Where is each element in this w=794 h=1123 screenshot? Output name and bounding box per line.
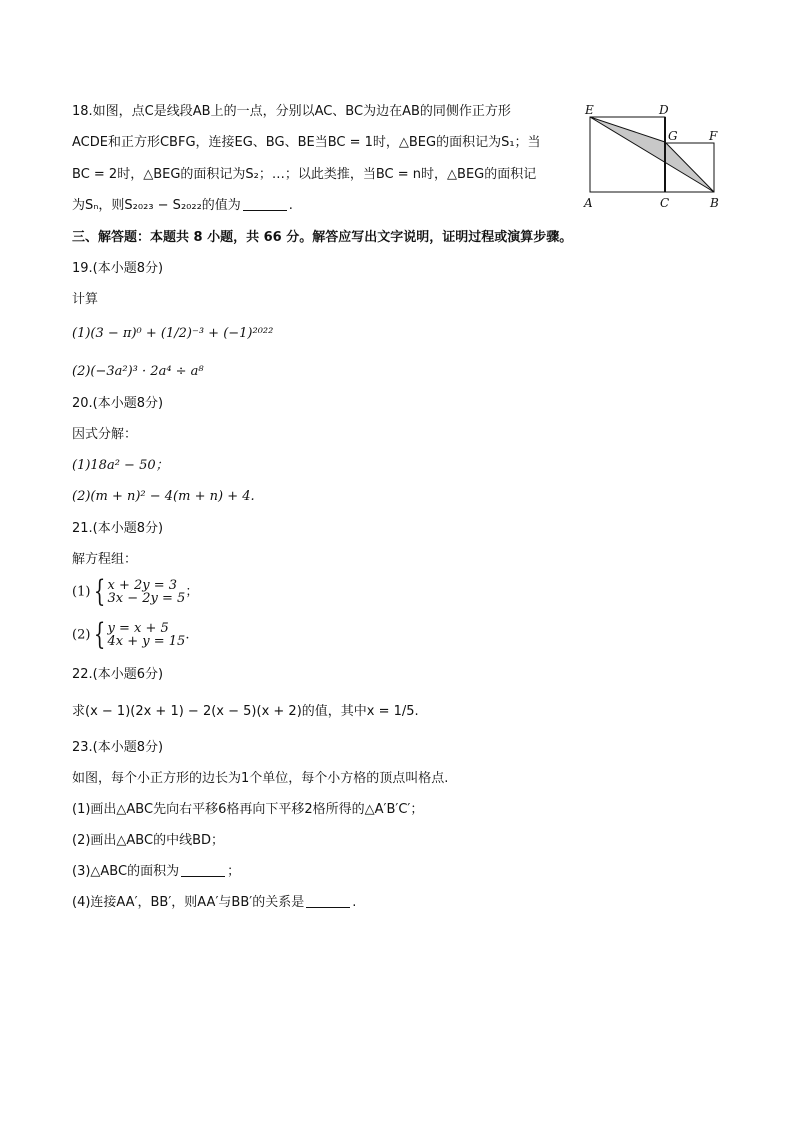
q23-part-4-text: (4)连接AA′，BB′，则AA′与BB′的关系是 <box>72 895 305 910</box>
segment-be <box>590 117 714 192</box>
equation-system-1 <box>108 579 186 605</box>
q21-part-1 <box>72 574 199 609</box>
label-e: E <box>585 103 594 117</box>
q22-heading <box>72 666 163 684</box>
q19-part-2 <box>72 363 204 381</box>
q23-head-text: 23.(本小题8分) <box>72 740 164 755</box>
q18-line-2 <box>72 134 541 152</box>
q22-text <box>72 703 419 721</box>
q20-part-2 <box>72 488 255 506</box>
q20-intro-text: 因式分解： <box>72 427 138 442</box>
answer-blank[interactable] <box>306 895 350 908</box>
q20-part-1 <box>72 457 169 475</box>
q19-intro <box>72 291 98 309</box>
q18-line-3 <box>72 166 536 184</box>
q18-text-1: 18.如图，点C是线段AB上的一点，分别以AC、BC为边在AB的同侧作正方形 <box>72 104 511 119</box>
q23-part-1 <box>72 801 423 819</box>
q23-part-3-text: (3)△ABC的面积为 <box>72 864 180 879</box>
q23-part-4-end: . <box>352 895 357 910</box>
q21-part-2-end: . <box>185 627 190 643</box>
q23-part-4 <box>72 894 356 912</box>
q22-body-text: 求(x − 1)(2x + 1) − 2(x − 5)(x + 2)的值，其中x = 1/5. <box>72 704 419 719</box>
system-1-eq-2: 3x − 2y = 5 <box>107 591 186 606</box>
q20-part-1-text: (1)18a² − 50； <box>72 458 169 473</box>
q23-part-3 <box>72 863 240 881</box>
q23-heading <box>72 739 163 757</box>
q19-intro-text: 计算 <box>72 292 99 307</box>
label-a: A <box>584 196 593 210</box>
q21-part-1-label: (1) <box>72 584 91 600</box>
q21-part-2 <box>72 617 190 652</box>
q23-intro-text: 如图，每个小正方形的边长为1个单位，每个小方格的顶点叫格点. <box>72 771 449 786</box>
q23-intro <box>72 770 448 788</box>
q20-intro <box>72 426 137 444</box>
q18-line-4 <box>72 197 293 215</box>
q21-part-2-label: (2) <box>72 627 91 643</box>
answer-blank[interactable] <box>181 864 225 877</box>
equation-system-2 <box>108 622 186 648</box>
q19-heading <box>72 260 163 278</box>
q18-text-4: 为Sₙ，则S₂₀₂₃ − S₂₀₂₂的值为 <box>72 198 241 213</box>
label-c: C <box>660 196 670 210</box>
q18-text-2: ACDE和正方形CBFG，连接EG、BG、BE当BC = 1时，△BEG的面积记为S₁；当 <box>72 135 541 150</box>
q19-part-2-text: (2)(−3a²)³ · 2a⁴ ÷ a⁸ <box>72 364 204 379</box>
q23-part-1-text: (1)画出△ABC先向右平移6格再向下平移2格所得的△A′B′C′； <box>72 802 424 817</box>
q21-intro-text: 解方程组： <box>72 552 138 567</box>
system-1-eq-1: x + 2y = 3 <box>107 578 178 593</box>
q19-part-1 <box>72 325 273 343</box>
left-brace-icon: { <box>94 574 106 609</box>
system-2-eq-1: y = x + 5 <box>107 621 169 636</box>
q20-heading <box>72 395 163 413</box>
geometry-figure <box>580 100 730 212</box>
q20-head-text: 20.(本小题8分) <box>72 396 164 411</box>
q19-part-1-text: (1)(3 − π)⁰ + (1/2)⁻³ + (−1)²⁰²² <box>72 326 274 341</box>
q19-head-text: 19.(本小题8分) <box>72 261 164 276</box>
q18-line-1 <box>72 103 511 121</box>
label-g: G <box>668 129 678 143</box>
q18-period: . <box>288 198 293 213</box>
section-3-text: 三、解答题：本题共 8 小题，共 66 分。解答应写出文字说明，证明过程或演算步骤。 <box>72 230 573 245</box>
q21-heading <box>72 520 163 538</box>
q21-intro <box>72 551 137 569</box>
label-b: B <box>710 196 719 210</box>
left-brace-icon: { <box>94 617 106 652</box>
label-f: F <box>709 129 718 143</box>
q22-head-text: 22.(本小题6分) <box>72 667 164 682</box>
q23-part-2 <box>72 832 224 850</box>
q20-part-2-text: (2)(m + n)² − 4(m + n) + 4. <box>72 489 255 504</box>
q18-text-3: BC = 2时，△BEG的面积记为S₂；…；以此类推，当BC = n时，△BEG的面积记 <box>72 167 537 182</box>
q23-part-3-end: ； <box>227 864 241 879</box>
label-d: D <box>659 103 669 117</box>
q21-head-text: 21.(本小题8分) <box>72 521 164 536</box>
section-3-heading <box>72 229 572 247</box>
answer-blank[interactable] <box>243 198 287 211</box>
system-2-eq-2: 4x + y = 15 <box>107 634 186 649</box>
q21-part-1-end: ； <box>185 584 199 600</box>
q23-part-2-text: (2)画出△ABC的中线BD； <box>72 833 225 848</box>
